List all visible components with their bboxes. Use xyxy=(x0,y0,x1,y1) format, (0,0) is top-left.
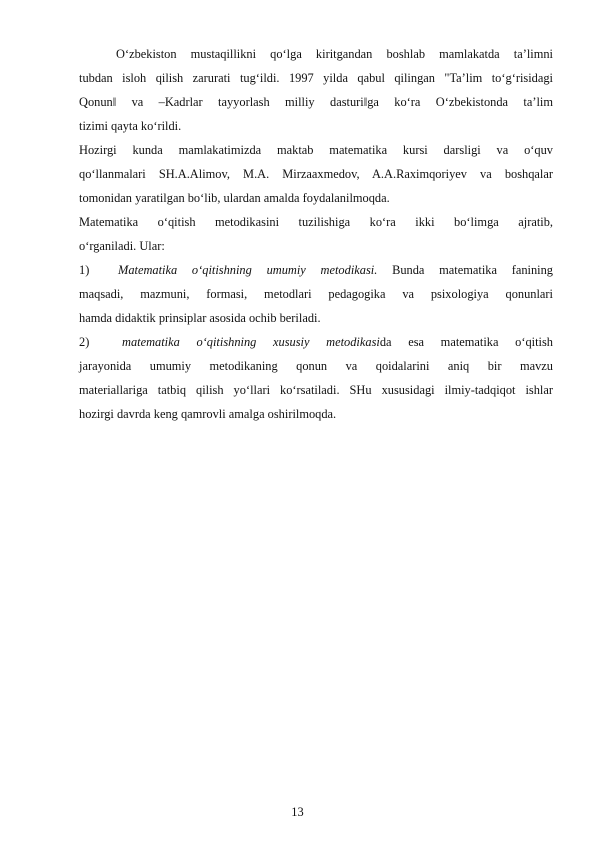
paragraph-line: hozirgi davrda keng qamrovli amalga oshirilmoqda. xyxy=(79,407,337,421)
paragraph-line: tizimi qayta ko‘rildi. xyxy=(79,119,182,133)
list-item-text: da esa matematika o‘qitish xyxy=(379,335,553,349)
page-number: 13 xyxy=(291,805,304,819)
paragraph-line: tubdan isloh qilish zarurati tug‘ildi. 1997 yilda qabul qilingan "Ta’lim to‘g‘risidagi xyxy=(79,71,553,85)
paragraph-line: Matematika o‘qitish metodikasini tuzilishiga ko‘ra ikki bo‘limga ajratib, xyxy=(79,215,553,229)
paragraph-line: o‘rganiladi. Ular: xyxy=(79,239,165,253)
paragraph-line: O‘zbekiston mustaqillikni qo‘lga kiritgandan boshlab mamlakatda ta’limni xyxy=(116,47,553,61)
paragraph-line: maqsadi, mazmuni, formasi, metodlari pedagogika va psixologiya qonunlari xyxy=(79,287,553,301)
paragraph-line: hamda didaktik prinsiplar asosida ochib beriladi. xyxy=(79,311,321,325)
list-item-first-line xyxy=(118,262,553,278)
list-item-first-line xyxy=(122,334,553,350)
list-item-heading: matematika o‘qitishning xususiy metodikasi xyxy=(122,335,380,349)
list-item-heading: Matematika o‘qitishning umumiy metodikasi. xyxy=(118,263,378,277)
paragraph-line: tomonidan yaratilgan bo‘lib, ulardan amalda foydalanilmoqda. xyxy=(79,191,390,205)
paragraph-line: jarayonida umumiy metodikaning qonun va qoidalarini aniq bir mavzu xyxy=(79,359,553,373)
list-item-text: Bunda matematika fanining xyxy=(377,263,554,277)
paragraph-line: qo‘llanmalari SH.A.Alimov, M.A. Mirzaaxmedov, A.A.Raximqoriyev va boshqalar xyxy=(79,167,553,181)
list-number: 1) xyxy=(79,263,90,277)
paragraph-line: Hozirgi kunda mamlakatimizda maktab matematika kursi darsligi va o‘quv xyxy=(79,143,553,157)
paragraph-line: materiallariga tatbiq qilish yo‘llari ko‘rsatiladi. SHu xususidagi ilmiy-tadqiqot ishlar xyxy=(79,383,553,397)
list-number: 2) xyxy=(79,335,90,349)
paragraph-line: Qonun‖ va –Kadrlar tayyorlash milliy dasturi‖ga ko‘ra O‘zbekistonda ta’lim xyxy=(79,95,553,109)
